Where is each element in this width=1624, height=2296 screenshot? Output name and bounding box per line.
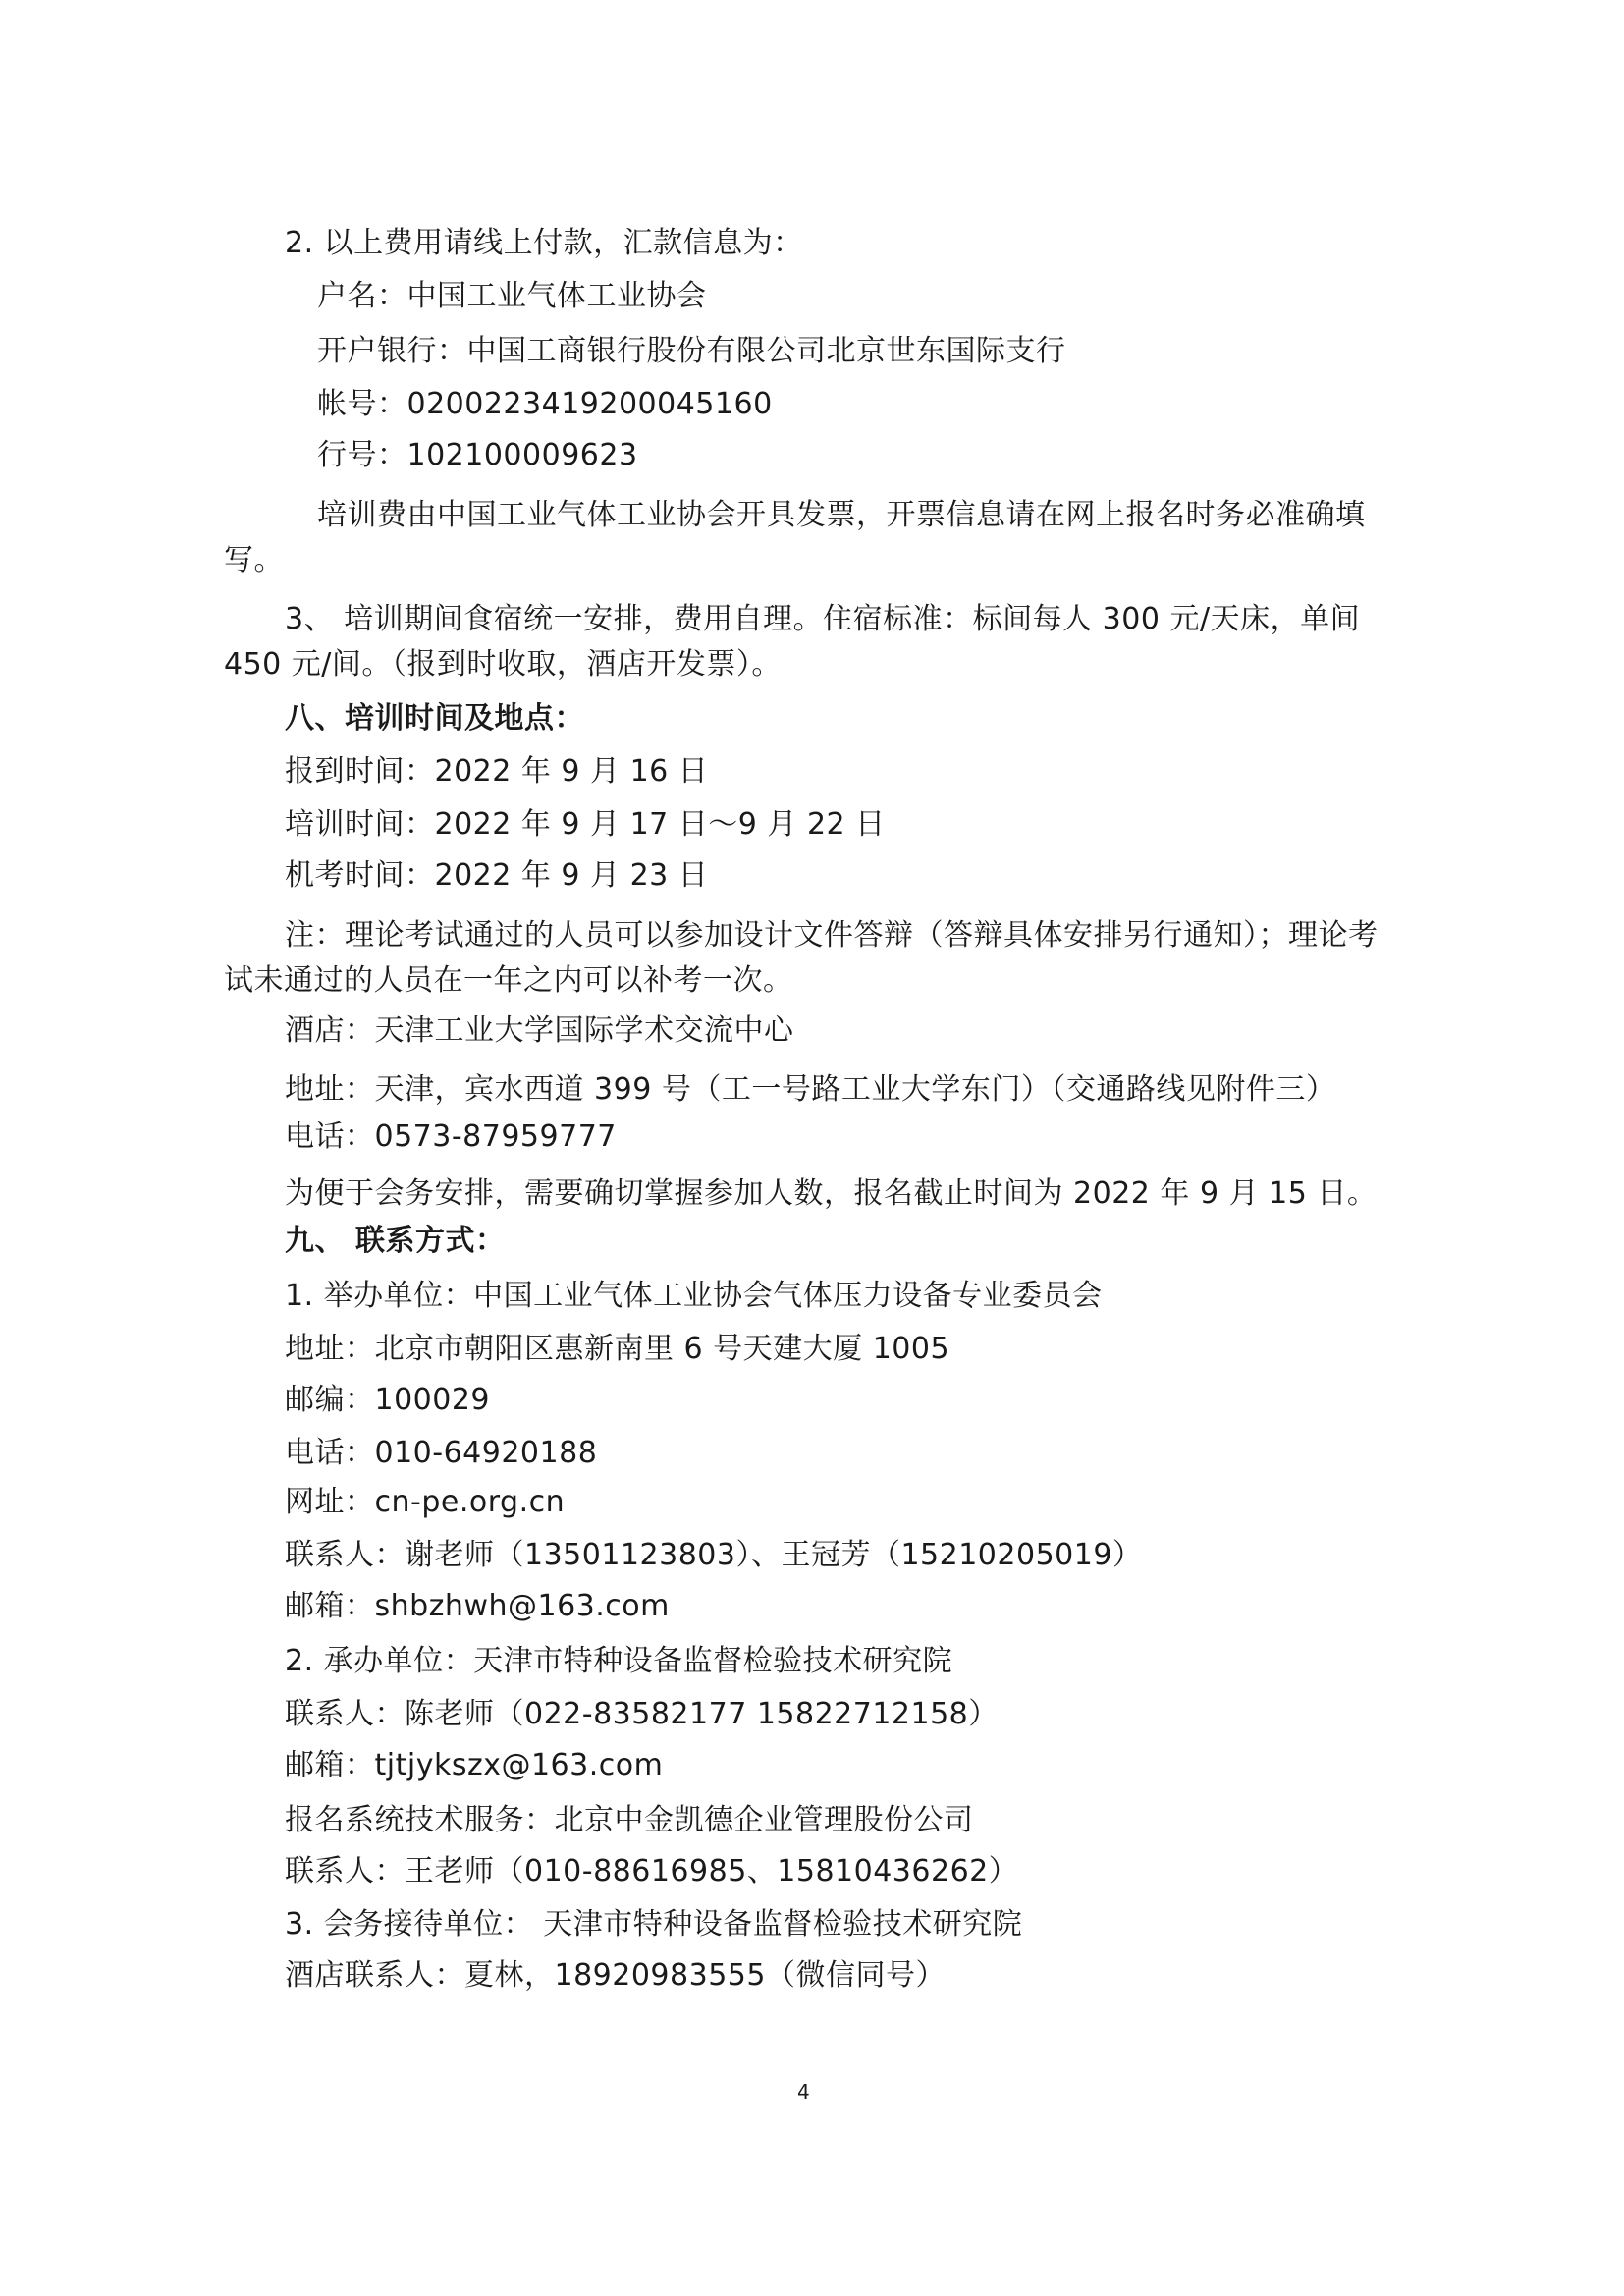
organizer-postcode: 邮编：100029	[285, 1383, 491, 1417]
bank-name: 开户银行：中国工商银行股份有限公司北京世东国际支行	[317, 334, 1066, 368]
hotel-name: 酒店：天津工业大学国际学术交流中心	[285, 1013, 794, 1048]
invoice-note: 培训费由中国工业气体工业协会开具发票，开票信息请在网上报名时务必准确填写。	[224, 498, 1366, 577]
exam-note: 注：理论考试通过的人员可以参加设计文件答辩（答辩具体安排另行通知）；理论考试未通过的人员在一年之内可以补考一次。	[224, 918, 1379, 998]
bank-number: 行号：102100009623	[317, 438, 638, 472]
account-number: 帐号：0200223419200045160	[317, 387, 773, 421]
organizer-address: 地址：北京市朝阳区惠新南里 6 号天建大厦 1005	[285, 1332, 950, 1366]
organizer: 1. 举办单位：中国工业气体工业协会气体压力设备专业委员会	[285, 1279, 1103, 1313]
organizer-email: 邮箱：shbzhwh@163.com	[285, 1589, 670, 1623]
payment-intro: 2. 以上费用请线上付款，汇款信息为：	[285, 226, 803, 260]
page-number: 4	[797, 2080, 810, 2104]
account-name: 户名：中国工业气体工业协会	[317, 279, 707, 313]
hotel-contact: 酒店联系人：夏林，18920983555（微信同号）	[285, 1958, 946, 1993]
system-contact: 联系人：王老师（010-88616985、15810436262）	[285, 1854, 1019, 1888]
hotel-phone: 电话：0573-87959777	[285, 1120, 617, 1154]
system-service: 报名系统技术服务：北京中金凯德企业管理股份公司	[285, 1803, 974, 1837]
undertaker-email: 邮箱：tjtjykszx@163.com	[285, 1748, 664, 1782]
organizer-phone: 电话：010-64920188	[285, 1436, 598, 1470]
organizer-website: 网址：cn-pe.org.cn	[285, 1485, 566, 1519]
undertaker: 2. 承办单位：天津市特种设备监督检验技术研究院	[285, 1644, 953, 1678]
exam-time: 机考时间：2022 年 9 月 23 日	[285, 858, 709, 893]
checkin-time: 报到时间：2022 年 9 月 16 日	[285, 754, 709, 789]
registration-deadline: 为便于会务安排，需要确切掌握参加人数，报名截止时间为 2022 年 9 月 15 日。	[285, 1176, 1378, 1211]
lodging-info: 3、 培训期间食宿统一安排，费用自理。住宿标准：标间每人 300 元/天床，单间 450 元/间。（报到时收取，酒店开发票）。	[224, 602, 1361, 682]
hotel-address: 地址：天津，宾水西道 399 号（工一号路工业大学东门）（交通路线见附件三）	[285, 1072, 1336, 1107]
reception-unit: 3. 会务接待单位： 天津市特种设备监督检验技术研究院	[285, 1907, 1023, 1941]
section-8-heading: 八、培训时间及地点：	[285, 701, 584, 736]
section-9-heading: 九、 联系方式：	[285, 1224, 506, 1258]
undertaker-contact: 联系人：陈老师（022-83582177 15822712158）	[285, 1697, 999, 1731]
organizer-contact: 联系人：谢老师（13501123803）、王冠芳（15210205019）	[285, 1538, 1143, 1572]
training-time: 培训时间：2022 年 9 月 17 日～9 月 22 日	[285, 807, 886, 842]
